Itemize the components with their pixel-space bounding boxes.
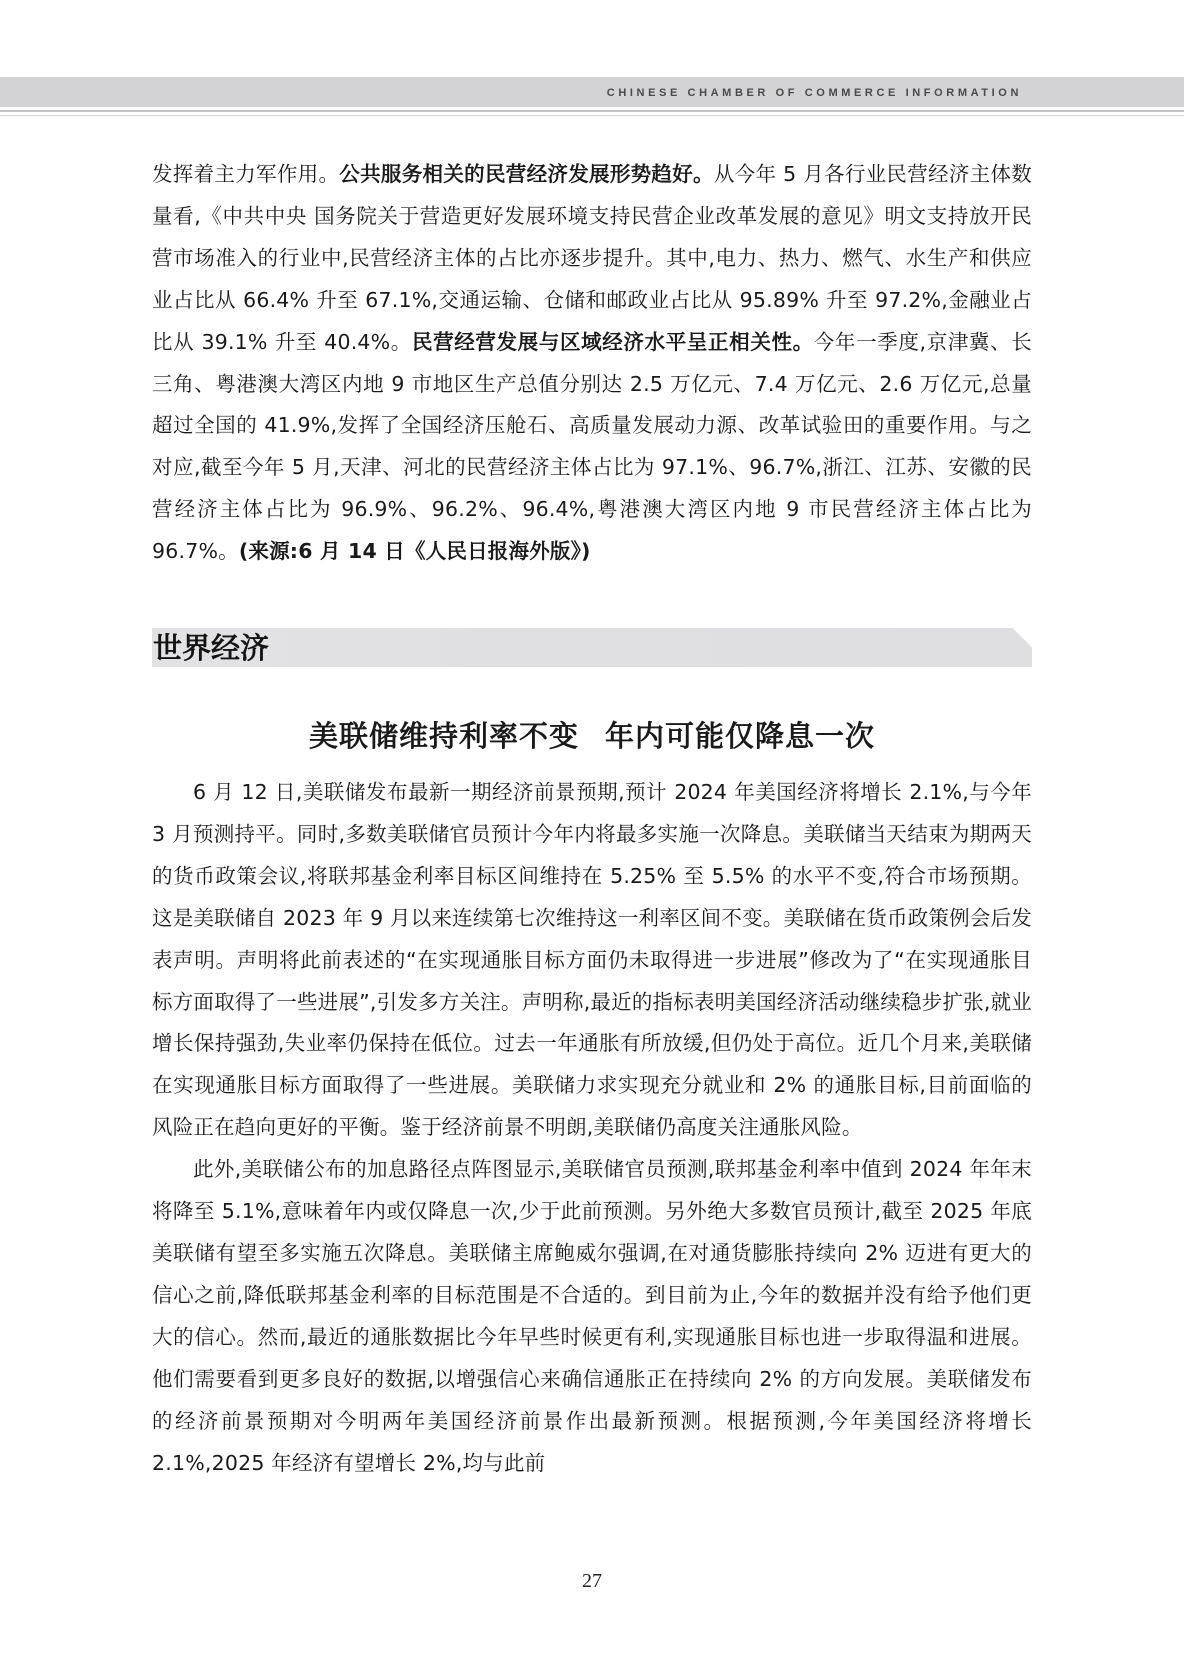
intro-text-3: 今年一季度,京津冀、长三角、粤港澳大湾区内地 9 市地区生产总值分别达 2.5 万亿元、7.4 万亿元、2.6 万亿元,总量超过全国的 41.9%,发挥了全国经济压舱石、高质量发展动力源、改革试验田的重要作用。与之对应,截至今年 5 月,天津、河北的民营经济主体占比为 97.1%、96.7%,浙江、江苏、安徽的民营经济主体占比为 96.9%、96.2%、96.4%,粤港澳大湾区内地 9 市民营经济主体占比为 96.7%。: [152, 329, 1032, 564]
header-divider-thin: [0, 115, 1184, 116]
intro-text-2: 从今年 5 月各行业民营经济主体数量看,《中共中央 国务院关于营造更好发展环境支持民营企业改革发展的意见》明文支持放开民营市场准入的行业中,民营经济主体的占比亦逐步提升。其中,电力、热力、燃气、水生产和供应业占比从 66.4% 升至 67.1%,交通运输、仓储和邮政业占比从 95.89% 升至 97.2%,金融业占比从 39.1% 升至 40.4%。: [152, 162, 1032, 354]
article-title-part1: 美联储维持利率不变: [308, 719, 579, 753]
section-header-bar: [152, 628, 1032, 667]
article-paragraph-1: 6 月 12 日,美联储发布最新一期经济前景预期,预计 2024 年美国经济将增长 2.1%,与今年 3 月预测持平。同时,多数美联储官员预计今年内将最多实施一次降息。美联储当天结束为期两天的货币政策会议,将联邦基金利率目标区间维持在 5.25% 至 5.5% 的水平不变,符合市场预期。这是美联储自 2023 年 9 月以来连续第七次维持这一利率区间不变。美联储在货币政策例会后发表声明。声明将此前表述的“在实现通胀目标方面仍未取得进一步进展”修改为了“在实现通胀目标方面取得了一些进展”,引发多方关注。声明称,最近的指标表明美国经济活动继续稳步扩张,就业增长保持强劲,失业率仍保持在低位。过去一年通胀有所放缓,但仍处于高位。近几个月来,美联储在实现通胀目标方面取得了一些进展。美联储力求实现充分就业和 2% 的通胀目标,目前面临的风险正在趋向更好的平衡。鉴于经济前景不明朗,美联储仍高度关注通胀风险。: [152, 780, 1032, 1140]
page-number: 27: [582, 1570, 602, 1592]
intro-highlight-2: 民营经营发展与区域经济水平呈正相关性。: [411, 329, 814, 354]
article-title-part2: 年内可能仅降息一次: [605, 719, 876, 753]
article-title: [0, 714, 1184, 755]
intro-source: (来源:6 月 14 日《人民日报海外版》): [238, 539, 591, 564]
intro-highlight-1: 公共服务相关的民营经济发展形势趋好。: [339, 162, 714, 186]
article-paragraph-2: 此外,美联储公布的加息路径点阵图显示,美联储官员预测,联邦基金利率中值到 2024 年年末将降至 5.1%,意味着年内或仅降息一次,少于此前预测。另外绝大多数官员预计,截至 2025 年底美联储有望至多实施五次降息。美联储主席鲍威尔强调,在对通货膨胀持续向 2% 迈进有更大的信心之前,降低联邦基金利率的目标范围是不合适的。到目前为止,今年的数据并没有给予他们更大的信心。然而,最近的通胀数据比今年早些时候更有利,实现通胀目标也进一步取得温和进展。他们需要看到更多良好的数据,以增强信心来确信通胀正在持续向 2% 的方向发展。美联储发布的经济前景预期对今明两年美国经济前景作出最新预测。根据预测,今年美国经济将增长 2.1%,2025 年经济有望增长 2%,均与此前: [152, 1157, 1032, 1475]
intro-section: [152, 154, 1032, 573]
intro-paragraph: [152, 154, 1032, 573]
article-body: [152, 772, 1032, 1484]
section-title: 世界经济: [153, 631, 270, 665]
header-divider: [0, 110, 1184, 112]
publication-header: CHINESE CHAMBER OF COMMERCE INFORMATION: [606, 87, 1022, 99]
intro-text-1: 发挥着主力军作用。: [152, 162, 340, 186]
